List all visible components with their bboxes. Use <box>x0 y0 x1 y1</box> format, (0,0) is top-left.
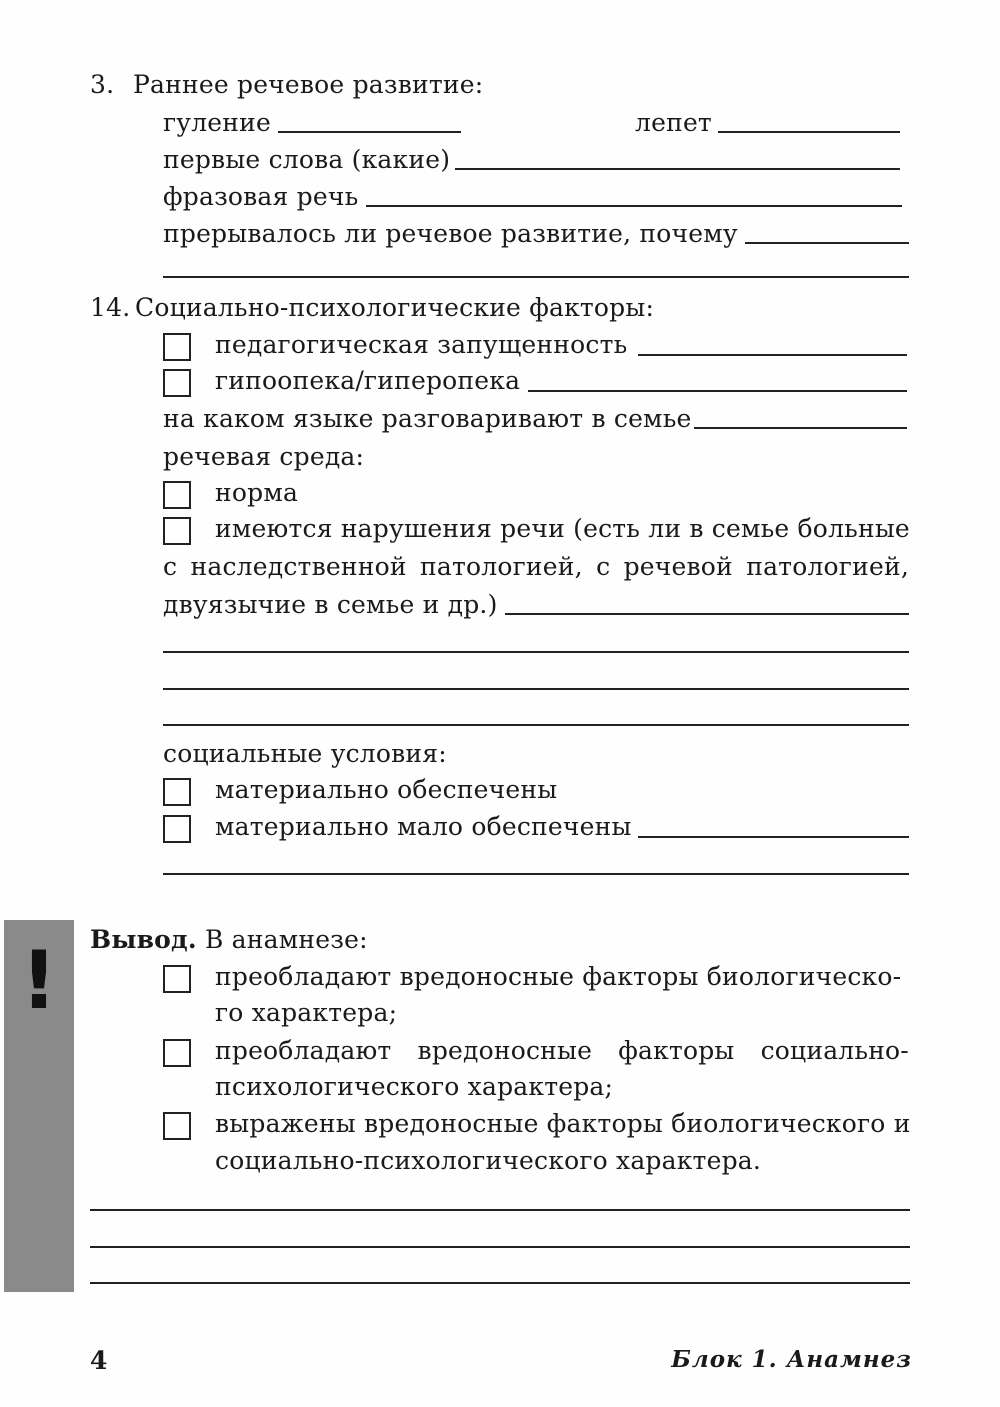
guleniye-answer-line[interactable] <box>278 131 461 133</box>
word: речевой <box>623 552 733 581</box>
social-factors-checkbox[interactable] <box>163 1039 191 1067</box>
word: патологией, <box>746 552 909 581</box>
lepet-label: лепет <box>635 108 712 137</box>
speech-violations-answer-line-2[interactable] <box>163 651 909 653</box>
social-factors-line-2: психологического характера; <box>215 1072 614 1101</box>
word: преобладают <box>215 1036 392 1065</box>
speech-violations-answer-line-4[interactable] <box>163 724 909 726</box>
word: социально- <box>760 1036 909 1065</box>
speech-violations-line-3: двуязычие в семье и др.) <box>163 590 498 619</box>
word: с <box>163 552 178 581</box>
conclusion-intro: В анамнезе: <box>196 925 368 954</box>
combined-factors-line-2: социально-психологического характера. <box>215 1146 762 1175</box>
speech-interrupted-answer-line[interactable] <box>745 242 909 244</box>
conclusion-answer-line-2[interactable] <box>90 1246 910 1248</box>
conclusion-answer-line-3[interactable] <box>90 1282 910 1284</box>
conclusion-label: Вывод. <box>90 925 197 954</box>
word: с <box>596 552 611 581</box>
phrasal-speech-answer-line[interactable] <box>366 205 902 207</box>
ped-neglect-checkbox[interactable] <box>163 333 191 361</box>
speech-environment-label: речевая среда: <box>163 442 365 471</box>
page-number: 4 <box>90 1346 108 1375</box>
well-provided-checkbox[interactable] <box>163 778 191 806</box>
section-14-title: Социально-психологические факторы: <box>135 293 655 322</box>
speech-violations-answer-line[interactable] <box>505 613 909 615</box>
attention-sidebar <box>4 920 74 1292</box>
poorly-provided-answer-line[interactable] <box>638 836 909 838</box>
hypo-hyper-care-answer-line[interactable] <box>528 390 907 392</box>
speech-interrupted-label: прерывалось ли речевое развитие, почему <box>163 219 738 248</box>
phrasal-speech-label: фразовая речь <box>163 182 359 211</box>
family-language-label: на каком языке разговаривают в семье <box>163 404 692 433</box>
section-3-title: Раннее речевое развитие: <box>133 70 484 99</box>
family-language-answer-line[interactable] <box>694 427 907 429</box>
speech-violations-line-1: имеются нарушения речи (есть ли в семье больные <box>215 514 910 543</box>
speech-violations-checkbox[interactable] <box>163 517 191 545</box>
speech-violations-answer-line-3[interactable] <box>163 688 909 690</box>
hypo-hyper-care-label: гипоопека/гиперопека <box>215 366 521 395</box>
conclusion-answer-line-1[interactable] <box>90 1209 910 1211</box>
lepet-answer-line[interactable] <box>718 131 900 133</box>
first-words-answer-line[interactable] <box>455 168 900 170</box>
combined-factors-checkbox[interactable] <box>163 1112 191 1140</box>
word: наследственной <box>190 552 407 581</box>
social-conditions-label: социальные условия: <box>163 739 447 768</box>
section-3-number: 3. <box>90 70 115 99</box>
social-factors-line-1 <box>215 1036 909 1066</box>
poorly-provided-checkbox[interactable] <box>163 815 191 843</box>
first-words-label: первые слова (какие) <box>163 145 451 174</box>
speech-violations-line-2 <box>163 552 909 582</box>
exclamation-mark-icon: ! <box>20 934 58 1027</box>
biological-factors-checkbox[interactable] <box>163 965 191 993</box>
norm-checkbox[interactable] <box>163 481 191 509</box>
running-title: Блок 1. Анамнез <box>671 1346 912 1373</box>
word: патологией, <box>420 552 583 581</box>
ped-neglect-answer-line[interactable] <box>638 354 907 356</box>
biological-factors-line-2: го характера; <box>215 998 398 1027</box>
poorly-provided-answer-line-2[interactable] <box>163 873 909 875</box>
guleniye-label: гуление <box>163 108 272 137</box>
norm-label: норма <box>215 478 299 507</box>
word: вредоносные <box>417 1036 593 1065</box>
speech-interrupted-answer-line-2[interactable] <box>163 276 909 278</box>
conclusion-heading <box>90 925 368 955</box>
section-14-number: 14. <box>90 293 131 322</box>
hypo-hyper-care-checkbox[interactable] <box>163 369 191 397</box>
well-provided-label: материально обеспечены <box>215 775 558 804</box>
word: факторы <box>618 1036 735 1065</box>
biological-factors-line-1: преобладают вредоносные факторы биологическо- <box>215 962 902 991</box>
combined-factors-line-1: выражены вредоносные факторы биологического и <box>215 1109 911 1138</box>
ped-neglect-label: педагогическая запущенность <box>215 330 628 359</box>
poorly-provided-label: материально мало обеспечены <box>215 812 632 841</box>
